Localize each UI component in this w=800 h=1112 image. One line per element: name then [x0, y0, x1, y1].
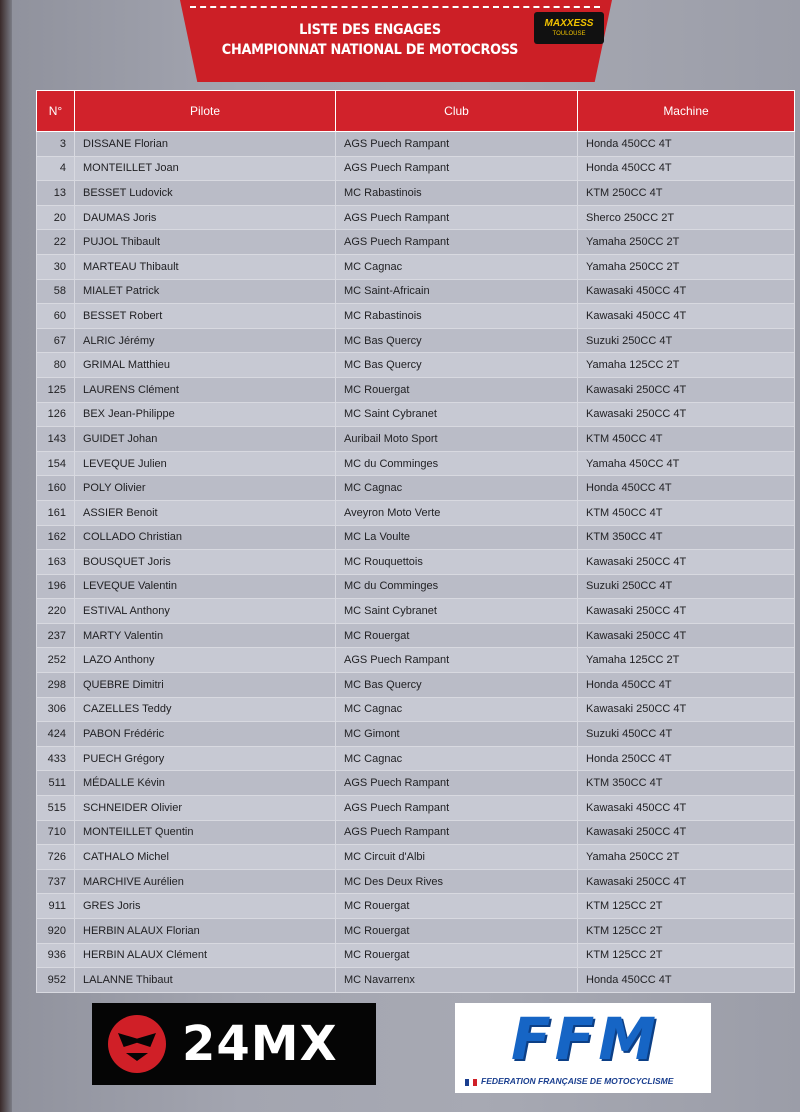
table-row — [37, 500, 795, 525]
entry-pilote: ESTIVAL Anthony — [75, 599, 336, 624]
table-row — [37, 648, 795, 673]
entry-number: 710 — [37, 820, 75, 845]
24mx-mascot-icon — [108, 1015, 166, 1073]
entry-pilote: PABON Frédéric — [75, 722, 336, 747]
table-row — [37, 796, 795, 821]
entry-club: MC Rouergat — [336, 919, 578, 944]
entry-club: MC Des Deux Rives — [336, 869, 578, 894]
ffm-tagline: FEDERATION FRANÇAISE DE MOTOCYCLISME — [481, 1076, 674, 1086]
entry-club: MC La Voulte — [336, 525, 578, 550]
entry-club: MC du Comminges — [336, 451, 578, 476]
entry-club: AGS Puech Rampant — [336, 205, 578, 230]
table-row — [37, 820, 795, 845]
entry-club: AGS Puech Rampant — [336, 156, 578, 181]
table-row — [37, 722, 795, 747]
table-row — [37, 599, 795, 624]
table-row — [37, 427, 795, 452]
table-row — [37, 894, 795, 919]
table-row — [37, 132, 795, 157]
table-row — [37, 476, 795, 501]
entry-club: MC Cagnac — [336, 476, 578, 501]
entry-machine: Kawasaki 250CC 4T — [578, 402, 795, 427]
entry-club: MC Bas Quercy — [336, 353, 578, 378]
entry-pilote: CATHALO Michel — [75, 845, 336, 870]
entry-machine: Honda 450CC 4T — [578, 673, 795, 698]
entry-machine: Suzuki 250CC 4T — [578, 574, 795, 599]
table-row — [37, 943, 795, 968]
sponsor-name: MAXXESS — [544, 18, 594, 29]
table-row — [37, 697, 795, 722]
entry-machine: Kawasaki 250CC 4T — [578, 623, 795, 648]
entry-pilote: MARTEAU Thibault — [75, 254, 336, 279]
entry-machine: Kawasaki 250CC 4T — [578, 820, 795, 845]
entry-machine: Yamaha 125CC 2T — [578, 648, 795, 673]
entry-machine: Suzuki 450CC 4T — [578, 722, 795, 747]
entry-pilote: BESSET Ludovick — [75, 181, 336, 206]
entry-pilote: MÉDALLE Kévin — [75, 771, 336, 796]
entry-number: 911 — [37, 894, 75, 919]
entry-pilote: QUEBRE Dimitri — [75, 673, 336, 698]
entry-pilote: GRES Joris — [75, 894, 336, 919]
entry-club: MC Navarrenx — [336, 968, 578, 993]
entry-machine: KTM 125CC 2T — [578, 894, 795, 919]
entry-number: 163 — [37, 550, 75, 575]
table-row — [37, 869, 795, 894]
entry-pilote: ASSIER Benoit — [75, 500, 336, 525]
entry-machine: Suzuki 250CC 4T — [578, 328, 795, 353]
column-header-number: N° — [37, 91, 75, 132]
entry-number: 433 — [37, 746, 75, 771]
entry-machine: Kawasaki 250CC 4T — [578, 599, 795, 624]
title-line-1: LISTE DES ENGAGES — [299, 22, 441, 38]
entry-pilote: DAUMAS Joris — [75, 205, 336, 230]
entry-machine: Sherco 250CC 2T — [578, 205, 795, 230]
entry-club: MC du Comminges — [336, 574, 578, 599]
entry-machine: Kawasaki 450CC 4T — [578, 304, 795, 329]
entry-number: 161 — [37, 500, 75, 525]
table-row — [37, 574, 795, 599]
entry-number: 154 — [37, 451, 75, 476]
table-row — [37, 402, 795, 427]
entry-pilote: SCHNEIDER Olivier — [75, 796, 336, 821]
table-row — [37, 845, 795, 870]
entry-machine: Kawasaki 450CC 4T — [578, 279, 795, 304]
table-row — [37, 205, 795, 230]
entry-pilote: PUJOL Thibault — [75, 230, 336, 255]
entry-machine: Kawasaki 250CC 4T — [578, 377, 795, 402]
entry-number: 60 — [37, 304, 75, 329]
table-row — [37, 353, 795, 378]
entry-number: 30 — [37, 254, 75, 279]
entry-number: 126 — [37, 402, 75, 427]
entry-number: 298 — [37, 673, 75, 698]
entry-club: MC Rouergat — [336, 623, 578, 648]
entry-club: MC Saint-Africain — [336, 279, 578, 304]
sponsor-logo — [534, 12, 604, 44]
entry-pilote: MONTEILLET Quentin — [75, 820, 336, 845]
entry-number: 162 — [37, 525, 75, 550]
column-header-pilote: Pilote — [75, 91, 336, 132]
banner-dash-line — [190, 6, 600, 8]
table-row — [37, 230, 795, 255]
entry-number: 424 — [37, 722, 75, 747]
entry-pilote: ALRIC Jérémy — [75, 328, 336, 353]
entry-club: AGS Puech Rampant — [336, 132, 578, 157]
entry-club: MC Rouergat — [336, 377, 578, 402]
entry-pilote: MIALET Patrick — [75, 279, 336, 304]
entry-club: MC Rabastinois — [336, 181, 578, 206]
entry-number: 196 — [37, 574, 75, 599]
entry-machine: KTM 350CC 4T — [578, 525, 795, 550]
table-row — [37, 673, 795, 698]
table-row — [37, 919, 795, 944]
entry-number: 80 — [37, 353, 75, 378]
table-row — [37, 279, 795, 304]
entry-number: 952 — [37, 968, 75, 993]
entry-number: 936 — [37, 943, 75, 968]
ffm-wordmark: FFM — [511, 1005, 660, 1073]
entry-pilote: GUIDET Johan — [75, 427, 336, 452]
entry-machine: KTM 350CC 4T — [578, 771, 795, 796]
table-row — [37, 254, 795, 279]
entry-pilote: BESSET Robert — [75, 304, 336, 329]
page-binding-edge — [0, 0, 12, 1112]
entry-number: 237 — [37, 623, 75, 648]
entry-machine: KTM 125CC 2T — [578, 943, 795, 968]
entry-number: 511 — [37, 771, 75, 796]
entry-machine: KTM 250CC 4T — [578, 181, 795, 206]
entry-club: AGS Puech Rampant — [336, 230, 578, 255]
entry-number: 4 — [37, 156, 75, 181]
entry-pilote: COLLADO Christian — [75, 525, 336, 550]
entry-club: MC Saint Cybranet — [336, 402, 578, 427]
table-header-row — [37, 91, 795, 132]
entry-club: MC Rabastinois — [336, 304, 578, 329]
table-row — [37, 328, 795, 353]
entry-club: MC Bas Quercy — [336, 328, 578, 353]
entry-pilote: LEVEQUE Valentin — [75, 574, 336, 599]
table-row — [37, 525, 795, 550]
entry-number: 125 — [37, 377, 75, 402]
entry-pilote: HERBIN ALAUX Clément — [75, 943, 336, 968]
entry-machine: Yamaha 450CC 4T — [578, 451, 795, 476]
entry-number: 13 — [37, 181, 75, 206]
entry-machine: Yamaha 250CC 2T — [578, 845, 795, 870]
entry-pilote: CAZELLES Teddy — [75, 697, 336, 722]
entry-club: MC Bas Quercy — [336, 673, 578, 698]
entry-number: 3 — [37, 132, 75, 157]
entry-machine: Honda 450CC 4T — [578, 968, 795, 993]
entry-club: MC Rouergat — [336, 894, 578, 919]
entry-pilote: BEX Jean-Philippe — [75, 402, 336, 427]
entry-club: Auribail Moto Sport — [336, 427, 578, 452]
french-flag-icon — [465, 1079, 477, 1086]
entry-pilote: LEVEQUE Julien — [75, 451, 336, 476]
entry-club: MC Circuit d'Albi — [336, 845, 578, 870]
entry-pilote: BOUSQUET Joris — [75, 550, 336, 575]
ffm-logo — [455, 1003, 711, 1093]
page-title — [214, 20, 527, 60]
entry-number: 220 — [37, 599, 75, 624]
table-row — [37, 451, 795, 476]
entry-pilote: DISSANE Florian — [75, 132, 336, 157]
entry-machine: Yamaha 250CC 2T — [578, 230, 795, 255]
entry-pilote: MONTEILLET Joan — [75, 156, 336, 181]
sponsor-city: TOULOUSE — [552, 31, 586, 37]
entry-machine: KTM 125CC 2T — [578, 919, 795, 944]
entry-club: MC Rouergat — [336, 943, 578, 968]
entry-machine: Kawasaki 250CC 4T — [578, 869, 795, 894]
entry-number: 726 — [37, 845, 75, 870]
entry-machine: Honda 450CC 4T — [578, 132, 795, 157]
entry-machine: Honda 250CC 4T — [578, 746, 795, 771]
entry-club: AGS Puech Rampant — [336, 820, 578, 845]
entry-number: 920 — [37, 919, 75, 944]
table-row — [37, 771, 795, 796]
table-body — [37, 132, 795, 993]
table-row — [37, 968, 795, 993]
entry-club: MC Cagnac — [336, 254, 578, 279]
entry-club: MC Saint Cybranet — [336, 599, 578, 624]
entry-club: MC Rouquettois — [336, 550, 578, 575]
entry-machine: KTM 450CC 4T — [578, 500, 795, 525]
entry-pilote: GRIMAL Matthieu — [75, 353, 336, 378]
entry-pilote: HERBIN ALAUX Florian — [75, 919, 336, 944]
entry-number: 58 — [37, 279, 75, 304]
entry-machine: Kawasaki 250CC 4T — [578, 697, 795, 722]
table-row — [37, 156, 795, 181]
entry-machine: Yamaha 250CC 2T — [578, 254, 795, 279]
entry-pilote: POLY Olivier — [75, 476, 336, 501]
entry-number: 306 — [37, 697, 75, 722]
entry-number: 160 — [37, 476, 75, 501]
entry-pilote: LALANNE Thibaut — [75, 968, 336, 993]
entry-number: 22 — [37, 230, 75, 255]
entry-machine: Kawasaki 450CC 4T — [578, 796, 795, 821]
table-row — [37, 623, 795, 648]
entry-number: 67 — [37, 328, 75, 353]
title-line-2: CHAMPIONNAT NATIONAL DE MOTOCROSS — [221, 42, 519, 58]
entry-club: AGS Puech Rampant — [336, 771, 578, 796]
table-row — [37, 181, 795, 206]
entry-club: AGS Puech Rampant — [336, 648, 578, 673]
entry-pilote: MARTY Valentin — [75, 623, 336, 648]
entry-number: 252 — [37, 648, 75, 673]
entry-number: 515 — [37, 796, 75, 821]
entry-machine: Honda 450CC 4T — [578, 476, 795, 501]
entry-club: MC Cagnac — [336, 697, 578, 722]
table-row — [37, 550, 795, 575]
24mx-wordmark: 24MX — [182, 1016, 338, 1072]
entry-machine: KTM 450CC 4T — [578, 427, 795, 452]
entry-machine: Yamaha 125CC 2T — [578, 353, 795, 378]
table-row — [37, 377, 795, 402]
24mx-logo — [92, 1003, 376, 1085]
entry-number: 20 — [37, 205, 75, 230]
entry-club: Aveyron Moto Verte — [336, 500, 578, 525]
table-row — [37, 746, 795, 771]
entry-club: MC Gimont — [336, 722, 578, 747]
column-header-machine: Machine — [578, 91, 795, 132]
entry-number: 737 — [37, 869, 75, 894]
entry-pilote: PUECH Grégory — [75, 746, 336, 771]
table-row — [37, 304, 795, 329]
entry-club: MC Cagnac — [336, 746, 578, 771]
entries-table-container — [36, 90, 794, 991]
column-header-club: Club — [336, 91, 578, 132]
entries-table — [36, 90, 795, 993]
entry-club: AGS Puech Rampant — [336, 796, 578, 821]
entry-machine: Kawasaki 250CC 4T — [578, 550, 795, 575]
entry-pilote: LAZO Anthony — [75, 648, 336, 673]
entry-machine: Honda 450CC 4T — [578, 156, 795, 181]
entry-pilote: MARCHIVE Aurélien — [75, 869, 336, 894]
entry-number: 143 — [37, 427, 75, 452]
entry-pilote: LAURENS Clément — [75, 377, 336, 402]
